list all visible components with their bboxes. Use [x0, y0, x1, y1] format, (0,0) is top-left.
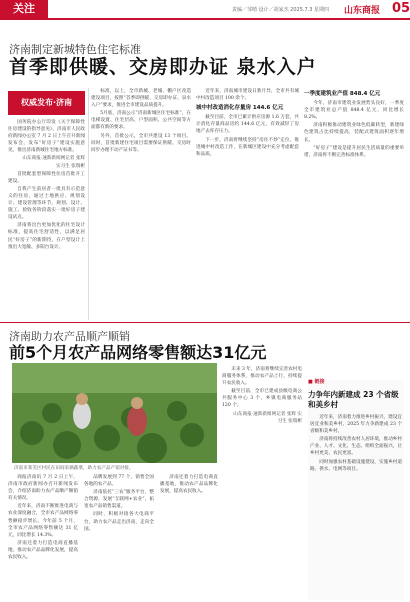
story1-badge: 权威发布·济南	[8, 91, 85, 115]
story2-para: 济南还着力打造电商直播基地，推动农产品品牌化发展，提高农民收入。	[8, 540, 78, 561]
sidebar-para: 同时加强农村基础设施建设，实施乡村道路、供水、电网等项目。	[310, 459, 402, 472]
story2-para: 未来 3 年，济南将继续完善农村电商服务体系，推动农产品上行，持续提升农民收入。	[222, 367, 302, 387]
story2-para: 济南还着力打造电商直播基地，推动农产品品牌化发展，提高农民收入。	[160, 475, 218, 495]
paper-name: 山东商报	[344, 6, 381, 16]
story1-col-far	[304, 88, 404, 320]
story2-para: 同时，积极对接各大电商平台，助力农产品走出济南，走向全国。	[84, 512, 154, 532]
column-divider	[88, 88, 89, 320]
sidebar-para: 近年来，济南着力推进乡村振兴，建设宜居宜业和美乡村，2025 年力争新建成 23 个省级和美乡村。	[310, 415, 402, 435]
header-meta: 责编／邹晴 设计／胡家杰 2025.7.3 星期四	[232, 7, 330, 13]
story1-para: 济南将出台更加优化的住宅设计标准，提高住宅舒适性，以满足居民“好房子”的新期待，在户型设计上推出大宽敞、多阳台设计。	[8, 223, 85, 250]
story1-para: 另外，首批公示，全市共建设 13 个项目。同时，首批新建住宅项目需要保证供暖、交房时同步办理不动产证书等。	[91, 133, 191, 153]
story1-para: 今年，济南市建筑业发展势头良好，一季度全市建筑业总产值 848.4 亿元，同比增长 8.2%。	[304, 101, 404, 121]
story1-subtitle: 济南制定新城特色住宅标准	[9, 43, 141, 56]
story1-para: 济南积极推动建筑业绿色低碳转型，新建绿色建筑占比持续提高，装配式建筑面积逐年增长。	[304, 123, 404, 143]
story2-photo	[12, 363, 217, 463]
story1-para: 下一步，济南将继续坚持“房住不炒”定位，推进城中村改造工作，在新城区建设中充分考虑配套和品质。	[196, 137, 299, 157]
sidebar-body	[310, 414, 402, 598]
story1-section-heading: 城中村改造消化存量房 144.6 亿元	[196, 105, 284, 112]
story2-para: 商报济南讯 7 月 2 日上午，济南市政府新闻办召开新闻发布会，介绍济南助力农产品顺产顺销有关情况。	[8, 475, 78, 502]
story2-para: 济南依托“三农”服务平台，整合资源，发展“互联网+农业”，拓宽农产品销售渠道。	[84, 490, 154, 510]
section-divider	[0, 322, 410, 323]
page-header	[0, 0, 410, 20]
sidebar-label: ■ 链接	[308, 379, 325, 385]
story1-col-right	[196, 88, 299, 320]
story1-para: “好房子”建设是提升居民生活质量的重要举措，济南将不断完善标准体系。	[304, 145, 404, 158]
photo-caption: 济南市莱芜区村民在田间采摘蔬菜，助力农产品产销对接。	[14, 466, 134, 471]
story1-para: 标准，以上，全市新城、老城、棚户区改造建设项目，按照“首季即供暖、交房即办证、泉水入户”要求，推进全市建设品质提升。	[91, 89, 191, 109]
story2-subtitle: 济南助力农产品顺产顺销	[9, 330, 130, 343]
sidebar-title: 力争年内新建成 23 个省级和美乡村	[308, 390, 399, 409]
story1-col-mid	[91, 88, 191, 320]
story2-title: 前5个月农产品网络零售额达31亿元	[9, 343, 267, 362]
story1-lead: 国务院办公厅印发《关于保障性住房建设的指导意见》，济南市人民政府新闻办公室 7 月 2 日上午召开新闻发布会，发布“好房子”建设实施意见，推出济南新城住宅地方标准。	[8, 120, 85, 154]
story1-para: 近年来，济南城市建设日新月异，全市共有城中村改造项目 100 余个。	[196, 89, 299, 102]
field-photo-image	[12, 363, 217, 463]
page-number: 05	[392, 1, 410, 16]
section-tag: 关注	[0, 0, 48, 18]
story2-para: 近年来，济南不断推进电商与农业深度融合，全市农产品网络零售额稳步增长。今年前 5 个月，全市农产品网络零售额达 31 亿元，同比增长 14.3%。	[8, 504, 78, 538]
story2-col-b	[84, 474, 154, 600]
story2-para: 截至目前，全市已建成县级电商公共服务中心 3 个，乡镇电商服务站 120 个。	[222, 389, 302, 409]
sidebar-para: 济南将持续改善农村人居环境，推动乡村产业、人才、文化、生态、组织全面振兴，让乡村更美、农民更富。	[310, 437, 402, 457]
story1-para: 5月底，济南公示“济南新城区住宅标准”，在电梯设置、住宅层高、户型面积、公共空间等方面都有新的要求。	[91, 111, 191, 131]
story1-section-heading: 一季度建筑业产值 848.4 亿元	[304, 91, 381, 97]
story2-col-c	[222, 366, 302, 600]
story2-col-d	[160, 474, 218, 600]
story1-para: 截至目前，全市已累计供应房源 1.6 万套，共计消化存量商品房约 144.6 亿元，有效减轻了房地产去库存压力。	[196, 115, 299, 135]
story1-col-left	[8, 119, 85, 319]
story2-byline: 山东商报·速新新闻网记者 张辉 实习生 张瑞彬	[233, 411, 302, 424]
story1-para: 自我产生前居者一批具有示范意义的住房，通过土地供应、规划设计、建设管理等环节，规划、设计、施工、验收各阶段落实一批好房子建设试点。	[8, 186, 85, 221]
story2-col-a	[8, 474, 78, 600]
story1-title: 首季即供暖、交房即办证 泉水入户	[9, 56, 317, 78]
story2-para: 品牌发展到 77 个，销售全国各地的农产品。	[84, 475, 154, 488]
story1-para: 首批配套型保障性住房首批开工建设。	[8, 171, 85, 184]
story1-byline: 山东商报·速新新闻网记者 张辉 实习生 张瑞彬	[22, 156, 85, 169]
